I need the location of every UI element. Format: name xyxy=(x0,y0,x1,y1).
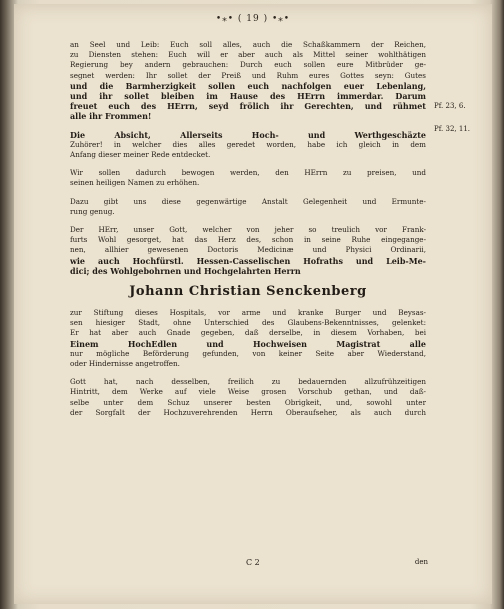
text-line: Regierung bey andern gebrauchen: Durch euch sollen eure Mitbrüder ge- xyxy=(70,60,426,70)
text-line: Die Absicht, Allerseits Hoch- und Werthgeschäzte xyxy=(70,129,426,140)
text-line: Zuhörer! in welcher dies alles geredet worden, habe ich gleich in dem xyxy=(70,139,426,149)
text-line: rung genug. xyxy=(70,206,115,216)
text-line: seinen heiligen Namen zu erhöhen. xyxy=(70,178,200,188)
text-line: freuet euch des HErrn, seyd frölich ihr Gerechten, und rühmet xyxy=(70,101,426,112)
honoree-name: Johann Christian Senckenberg xyxy=(129,284,367,300)
text-line: segnet werden: Ihr sollet der Preiß und Ruhm eures Gottes seyn: Gutes xyxy=(70,70,426,80)
text-line: oder Hindernisse angetroffen. xyxy=(70,359,180,369)
page-header: •⁎• ( 19 ) •⁎• xyxy=(215,14,291,24)
text-line: der Sorgfalt der Hochzuverehrenden Herrn Oberaufseher, als auch durch xyxy=(70,407,426,417)
text-line: nen, allhier gewesenen Doctoris Medicinæ und Physici Ordinarii, xyxy=(70,245,426,255)
text-line: sen hiesiger Stadt, ohne Unterschied des Glaubens-Bekenntnisses, gelenket: xyxy=(70,318,426,328)
text-line: zur Stiftung dieses Hospitals, vor arme und kranke Burger und Beysas- xyxy=(70,308,426,318)
text-line: und ihr sollet bleiben im Hause des HErrn immerdar. Darum xyxy=(70,91,426,102)
text-line: furts Wohl gesorget, hat das Herz des, schon in seine Ruhe eingegange- xyxy=(70,235,426,245)
text-line: an Seel und Leib: Euch soll alles, auch die Schaßkammern der Reichen, xyxy=(70,40,426,49)
page-footer xyxy=(70,558,426,570)
signature-mark: C 2 xyxy=(246,558,260,567)
book-page xyxy=(14,4,492,604)
text-line: Anfang dieser meiner Rede entdecket. xyxy=(70,150,211,160)
text-line: Einem HochEdlen und Hochweisen Magistrat alle xyxy=(70,338,426,349)
text-line: und die Barmherzigkeit sollen euch nachfolgen euer Lebenlang, xyxy=(70,80,426,91)
catchword: den xyxy=(414,558,428,566)
text-line: dici; des Wohlgebohrnen und Hochgelahrten Herrn xyxy=(70,265,301,276)
text-line: Gott hat, nach desselben, freilich zu bedauernden allzufrühzeitigen xyxy=(70,377,426,387)
text-line: Er hat aber auch Gnade gegeben, daß derselbe, in diesem Vorhaben, bei xyxy=(70,328,426,338)
margin-note: Pf. 23, 6. xyxy=(434,102,466,110)
text-line: Wir sollen dadurch bewogen werden, den HErrn zu preisen, und xyxy=(70,168,426,178)
text-line: wie auch Hochfürstl. Hessen-Casselischen Hofraths und Leib-Me- xyxy=(70,255,426,266)
text-line: selbe unter dem Schuz unserer besten Obrigkeit, und, sowohl unter xyxy=(70,397,426,407)
body-text xyxy=(70,40,426,418)
text-line: nur mögliche Beförderung gefunden, von keiner Seite aber Wiederstand, xyxy=(70,348,426,358)
margin-note: Pf. 32, 11. xyxy=(434,125,470,133)
text-line: zu Diensten stehen: Euch will er aber auch als Mittel seiner wohlthätigen xyxy=(70,50,426,60)
text-line: Hintritt, dem Werke auf viele Weise grosen Vorschub gethan, und daß- xyxy=(70,387,426,397)
text-line: Der HErr, unser Gott, welcher von jeher so treulich vor Frank- xyxy=(70,225,426,235)
text-line: Dazu gibt uns diese gegenwärtige Anstalt Gelegenheit und Ermunte- xyxy=(70,196,426,206)
text-line: alle ihr Frommen! xyxy=(70,111,152,122)
